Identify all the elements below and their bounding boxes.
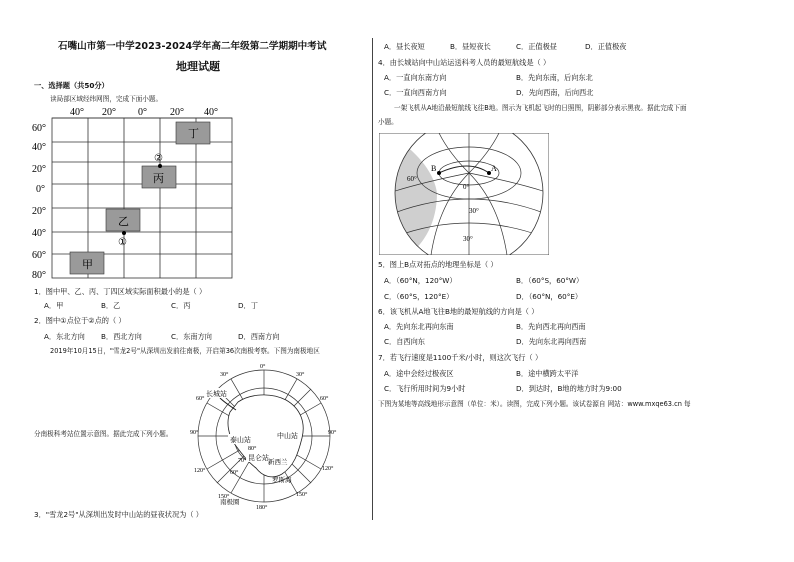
q5-option-c[interactable]: C．（60°S，120°E） <box>384 292 454 301</box>
q3-option-a[interactable]: A．昼长夜短 <box>384 42 425 51</box>
q6-option-b[interactable]: B．先向西北再向西南 <box>516 322 586 331</box>
q2-option-d[interactable]: D．西南方向 <box>238 332 280 341</box>
point-b-label: B <box>431 164 437 173</box>
lat-label: 60° <box>32 123 46 134</box>
lon-tick: 90° <box>328 430 337 436</box>
lat-label: 20° <box>32 164 46 175</box>
q2-stem: 2．图中①点位于②点的（ ） <box>34 316 126 325</box>
cell-label-jia: 甲 <box>82 259 93 271</box>
q2-option-c[interactable]: C．东南方向 <box>171 332 212 341</box>
cell-label-bing: 丙 <box>153 173 164 185</box>
q1-option-d[interactable]: D．丁 <box>238 301 258 310</box>
point-1-label: ① <box>118 237 127 248</box>
q4-option-b[interactable]: B．先向东南，后向东北 <box>516 73 593 82</box>
lon-label: 40° <box>70 107 84 118</box>
q7-stem: 7．若飞行速度是1100千米/小时，则这次飞行（ ） <box>378 353 543 362</box>
q1-stem: 1．图中甲、乙、丙、丁四区域实际面积最小的是（ ） <box>34 287 207 296</box>
section-heading: 一、选择题（共50分） <box>34 81 109 90</box>
point-1-dot <box>122 231 126 235</box>
q7-option-b[interactable]: B．途中横跨太平洋 <box>516 369 579 378</box>
station-zhongshan: 中山站 <box>277 432 298 440</box>
passage2-line1: 2019年10月15日，"雪龙2号"从深圳出发前往南极，开启第36次南极考察。下图为南极地区 <box>50 347 320 355</box>
lon-tick: 30° <box>296 372 305 378</box>
polar-lat-label: 60° <box>407 175 417 183</box>
lat-label: 60° <box>32 250 46 261</box>
passage4-line: 下图为某地等高线地形示意图（单位：米）。读图，完成下列小题。该试卷源自 网站：www.mxqe63.cn 每 <box>378 400 691 408</box>
polar-lat-label: 30° <box>469 207 479 215</box>
lon-tick: 120° <box>194 468 206 474</box>
q3-option-c[interactable]: C．正值极昼 <box>516 42 557 51</box>
antarctic-map <box>190 362 338 510</box>
q4-option-a[interactable]: A．一直向东南方向 <box>384 73 447 82</box>
exam-subject: 地理试题 <box>176 60 220 73</box>
station-taishan: 泰山站 <box>230 436 251 444</box>
polar-lat-label: 30° <box>463 235 473 243</box>
lat-tick: 80° <box>248 446 257 452</box>
polar-lat-label: 0° <box>463 183 470 191</box>
q2-option-a[interactable]: A．东北方向 <box>44 332 85 341</box>
lat-label: 40° <box>32 142 46 153</box>
q1-option-a[interactable]: A．甲 <box>44 301 64 310</box>
cell-label-yi: 乙 <box>118 216 129 228</box>
lon-tick: 30° <box>220 372 229 378</box>
passage2-line2: 分南极科考站位置示意图。据此完成下列小题。 <box>34 430 173 438</box>
q5-option-b[interactable]: B．（60°S，60°W） <box>516 276 584 285</box>
lon-tick: 60° <box>320 396 329 402</box>
polar-daylight-map <box>379 133 549 255</box>
q5-stem: 5．图上B点对拓点的地理坐标是（ ） <box>378 260 498 269</box>
point-2-label: ② <box>154 153 163 164</box>
antarctic-circle: 南极圈 <box>220 499 240 506</box>
cell-label-ding: 丁 <box>188 128 199 140</box>
lon-label: 40° <box>204 107 218 118</box>
grid-intro: 读局部区域经纬网图，完成下面小题。 <box>50 95 163 103</box>
q7-option-d[interactable]: D．到达时，B地的地方时为9:00 <box>516 384 622 393</box>
q2-option-b[interactable]: B．西北方向 <box>101 332 142 341</box>
q4-option-d[interactable]: D．先向西南，后向西北 <box>516 88 594 97</box>
q5-option-a[interactable]: A．（60°N，120°W） <box>384 276 457 285</box>
lon-tick: 60° <box>196 396 205 402</box>
q4-stem: 4．由长城站向中山站运送科考人员的最短航线是（ ） <box>378 58 551 67</box>
station-kunlun: 昆仑站 <box>248 454 269 462</box>
lon-tick: 150° <box>218 494 230 500</box>
lon-tick: 120° <box>322 466 334 472</box>
lat-label: 80° <box>32 270 46 280</box>
lon-label: 20° <box>170 107 184 118</box>
lon-tick: 180° <box>256 505 268 510</box>
point-a-label: A <box>491 164 497 173</box>
q6-option-d[interactable]: D．先向东北再向西南 <box>516 337 587 346</box>
exam-title: 石嘴山市第一中学2023-2024学年高二年级第二学期期中考试 <box>58 41 327 52</box>
lon-tick: 0° <box>260 364 266 370</box>
lon-label: 20° <box>102 107 116 118</box>
q3-option-b[interactable]: B．昼短夜长 <box>450 42 491 51</box>
q6-option-a[interactable]: A．先向东北再向东南 <box>384 322 454 331</box>
lon-tick: 90° <box>190 430 199 436</box>
column-divider <box>372 38 373 520</box>
q1-option-c[interactable]: C．丙 <box>171 301 191 310</box>
lon-label: 0° <box>138 107 147 118</box>
new-zealand: 新西兰 <box>268 459 288 466</box>
q5-option-d[interactable]: D．（60°N，60°E） <box>516 292 583 301</box>
ross-sea: 罗斯海 <box>272 477 292 484</box>
q3-stem: 3．"雪龙2号"从深圳出发时中山站的昼夜状况为（ ） <box>34 510 203 519</box>
lat-label: 0° <box>36 184 45 195</box>
q6-stem: 6．该飞机从A地飞往B地的最短航线的方向是（ ） <box>378 307 539 316</box>
q7-option-c[interactable]: C．飞行所用时间为9小时 <box>384 384 466 393</box>
q3-option-d[interactable]: D．正值极夜 <box>585 42 627 51</box>
q4-option-c[interactable]: C．一直向西南方向 <box>384 88 447 97</box>
lat-tick: 60° <box>230 470 239 476</box>
q7-option-a[interactable]: A．途中会经过极夜区 <box>384 369 454 378</box>
passage3-line2: 小题。 <box>378 118 398 126</box>
point-b-dot <box>437 171 441 175</box>
lat-tick: 70° <box>238 458 247 464</box>
station-greatwall: 长城站 <box>206 390 227 398</box>
lon-tick: 150° <box>296 492 308 498</box>
lat-label: 20° <box>32 206 46 217</box>
q6-option-c[interactable]: C．自西向东 <box>384 337 425 346</box>
q1-option-b[interactable]: B．乙 <box>101 301 121 310</box>
point-2-dot <box>158 164 162 168</box>
latlon-grid-figure <box>30 104 240 280</box>
lat-label: 40° <box>32 228 46 239</box>
passage3-line1: 一架飞机从A地沿最短航线飞往B地。图示为飞机起飞时的日照图，阴影部分表示黑夜。据此完成下面 <box>394 104 687 112</box>
